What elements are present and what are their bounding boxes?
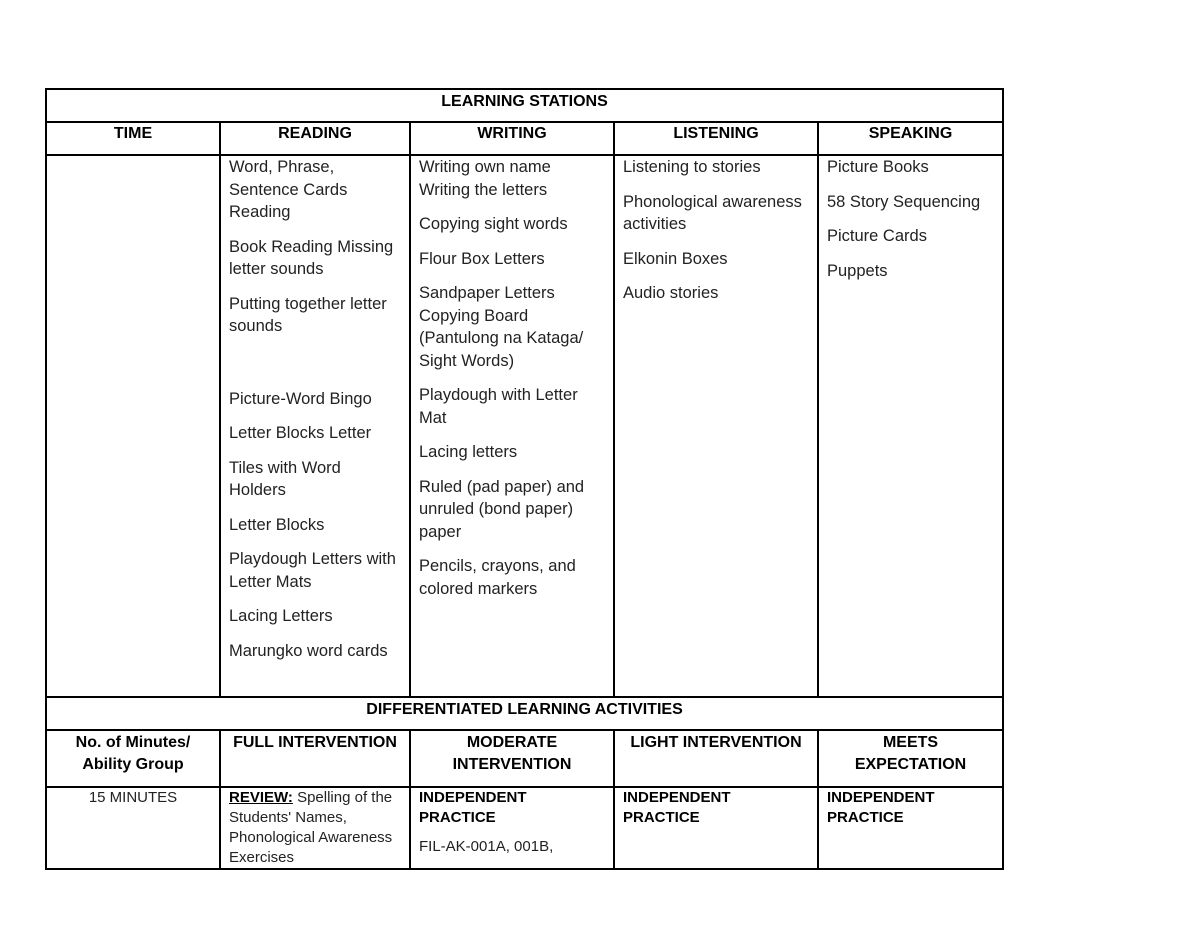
list-item: Putting together letter sounds bbox=[229, 294, 387, 335]
list-item: Lacing letters bbox=[419, 443, 518, 461]
list-item: Audio stories bbox=[623, 284, 719, 302]
list-item: Word, Phrase, Sentence Cards Reading bbox=[229, 158, 348, 221]
header-speaking: SPEAKING bbox=[818, 122, 1003, 155]
independent-practice-label: INDEPENDENT PRACTICE bbox=[623, 789, 731, 826]
list-item: Flour Box Letters bbox=[419, 249, 545, 268]
lesson-plan-table bbox=[45, 88, 1004, 870]
header-listening: LISTENING bbox=[614, 122, 818, 155]
learning-stations-content-row bbox=[46, 155, 1003, 697]
list-item: Marungko word cards bbox=[229, 641, 388, 660]
speaking-cell bbox=[818, 155, 1003, 697]
minutes-cell: 15 MINUTES bbox=[46, 787, 220, 869]
list-item: Picture Books bbox=[827, 158, 929, 176]
list-item: Copying sight words bbox=[419, 215, 568, 233]
activity-codes: FIL-AK-001A, 001B, bbox=[419, 838, 554, 855]
list-item: Puppets bbox=[827, 261, 888, 280]
time-cell bbox=[46, 155, 220, 697]
list-item: Letter Blocks bbox=[229, 515, 325, 534]
full-intervention-cell bbox=[220, 787, 410, 869]
listening-cell bbox=[614, 155, 818, 697]
list-item: Letter Blocks Letter bbox=[229, 424, 372, 442]
light-intervention-cell bbox=[614, 787, 818, 869]
header-writing: WRITING bbox=[410, 122, 614, 155]
writing-cell bbox=[410, 155, 614, 697]
list-item: Sandpaper Letters Copying Board (Pantulong na Kataga/ Sight Words) bbox=[419, 284, 584, 370]
learning-stations-title: LEARNING STATIONS bbox=[46, 89, 1003, 122]
list-item: Elkonin Boxes bbox=[623, 249, 728, 268]
list-item: Book Reading Missing letter sounds bbox=[229, 237, 394, 278]
list-item: Lacing Letters bbox=[229, 607, 333, 625]
review-label: REVIEW: bbox=[229, 789, 293, 806]
list-item: Playdough with Letter Mat bbox=[419, 386, 578, 427]
list-item: Ruled (pad paper) and unruled (bond paper) paper bbox=[419, 477, 585, 541]
header-minutes-ability: No. of Minutes/ Ability Group bbox=[46, 730, 220, 787]
learning-stations-header-row bbox=[46, 122, 1003, 155]
reading-cell bbox=[220, 155, 410, 697]
differentiated-title-row bbox=[46, 697, 1003, 730]
list-item: Picture-Word Bingo bbox=[229, 389, 372, 408]
list-item: 58 Story Sequencing bbox=[827, 192, 981, 211]
header-moderate-intervention: MODERATE INTERVENTION bbox=[410, 730, 614, 787]
differentiated-header-row bbox=[46, 730, 1003, 787]
list-item: Picture Cards bbox=[827, 227, 927, 245]
header-light-intervention: LIGHT INTERVENTION bbox=[614, 730, 818, 787]
header-reading: READING bbox=[220, 122, 410, 155]
list-item: Writing own name Writing the letters bbox=[419, 158, 551, 199]
independent-practice-label: INDEPENDENT PRACTICE bbox=[419, 789, 527, 826]
header-time: TIME bbox=[46, 122, 220, 155]
differentiated-content-row bbox=[46, 787, 1003, 869]
header-full-intervention: FULL INTERVENTION bbox=[220, 730, 410, 787]
list-item: Listening to stories bbox=[623, 158, 761, 176]
moderate-intervention-cell bbox=[410, 787, 614, 869]
list-item: Playdough Letters with Letter Mats bbox=[229, 550, 396, 591]
review-text: Spelling of the Students' Names, Phonological Awareness Exercises bbox=[229, 789, 393, 866]
differentiated-title: DIFFERENTIATED LEARNING ACTIVITIES bbox=[46, 697, 1003, 730]
independent-practice-label: INDEPENDENT PRACTICE bbox=[827, 789, 935, 826]
list-item: Tiles with Word Holders bbox=[229, 458, 341, 499]
meets-expectation-cell bbox=[818, 787, 1003, 869]
list-item: Pencils, crayons, and colored markers bbox=[419, 557, 576, 598]
list-item: Phonological awareness activities bbox=[623, 192, 802, 233]
learning-stations-title-row bbox=[46, 89, 1003, 122]
header-meets-expectation: MEETS EXPECTATION bbox=[818, 730, 1003, 787]
